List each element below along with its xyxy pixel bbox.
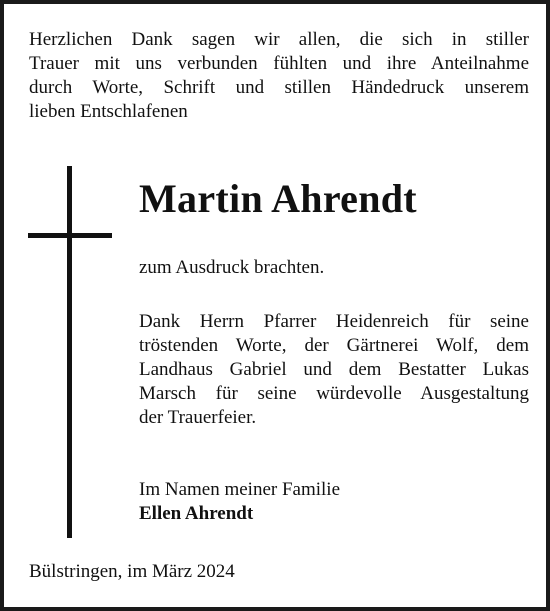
signature: Ellen Ahrendt bbox=[139, 503, 254, 524]
intro-text bbox=[29, 28, 529, 124]
thanks-line-5: der Trauerfeier. bbox=[139, 407, 257, 428]
expression-text bbox=[139, 256, 529, 280]
intro-line-3: durch Worte, Schrift und stillen Händedruck unserem bbox=[29, 77, 529, 98]
cross-icon-vertical-bar bbox=[67, 166, 72, 538]
thanks-paragraph bbox=[139, 310, 529, 430]
intro-line-2: Trauer mit uns verbunden fühlten und ihre Anteilnahme bbox=[29, 53, 529, 74]
family-line: Im Namen meiner Familie bbox=[139, 479, 341, 500]
intro-line-1: Herzlichen Dank sagen wir allen, die sich in stiller bbox=[29, 29, 529, 50]
thanks-line-3: Landhaus Gabriel und dem Bestatter Lukas bbox=[139, 359, 529, 380]
thanks-line-2: tröstenden Worte, der Gärtnerei Wolf, dem bbox=[139, 335, 529, 356]
thanks-line-4: Marsch für seine würdevolle Ausgestaltung bbox=[139, 383, 529, 404]
cross-icon-horizontal-bar bbox=[28, 233, 112, 238]
closing-block bbox=[139, 478, 529, 526]
thanks-line-1: Dank Herrn Pfarrer Heidenreich für seine bbox=[139, 311, 529, 332]
intro-line-4: lieben Entschlafenen bbox=[29, 101, 188, 122]
place-date: Bülstringen, im März 2024 bbox=[29, 561, 235, 582]
deceased-name: Martin Ahrendt bbox=[139, 176, 417, 221]
expression-line: zum Ausdruck brachten. bbox=[139, 257, 325, 278]
